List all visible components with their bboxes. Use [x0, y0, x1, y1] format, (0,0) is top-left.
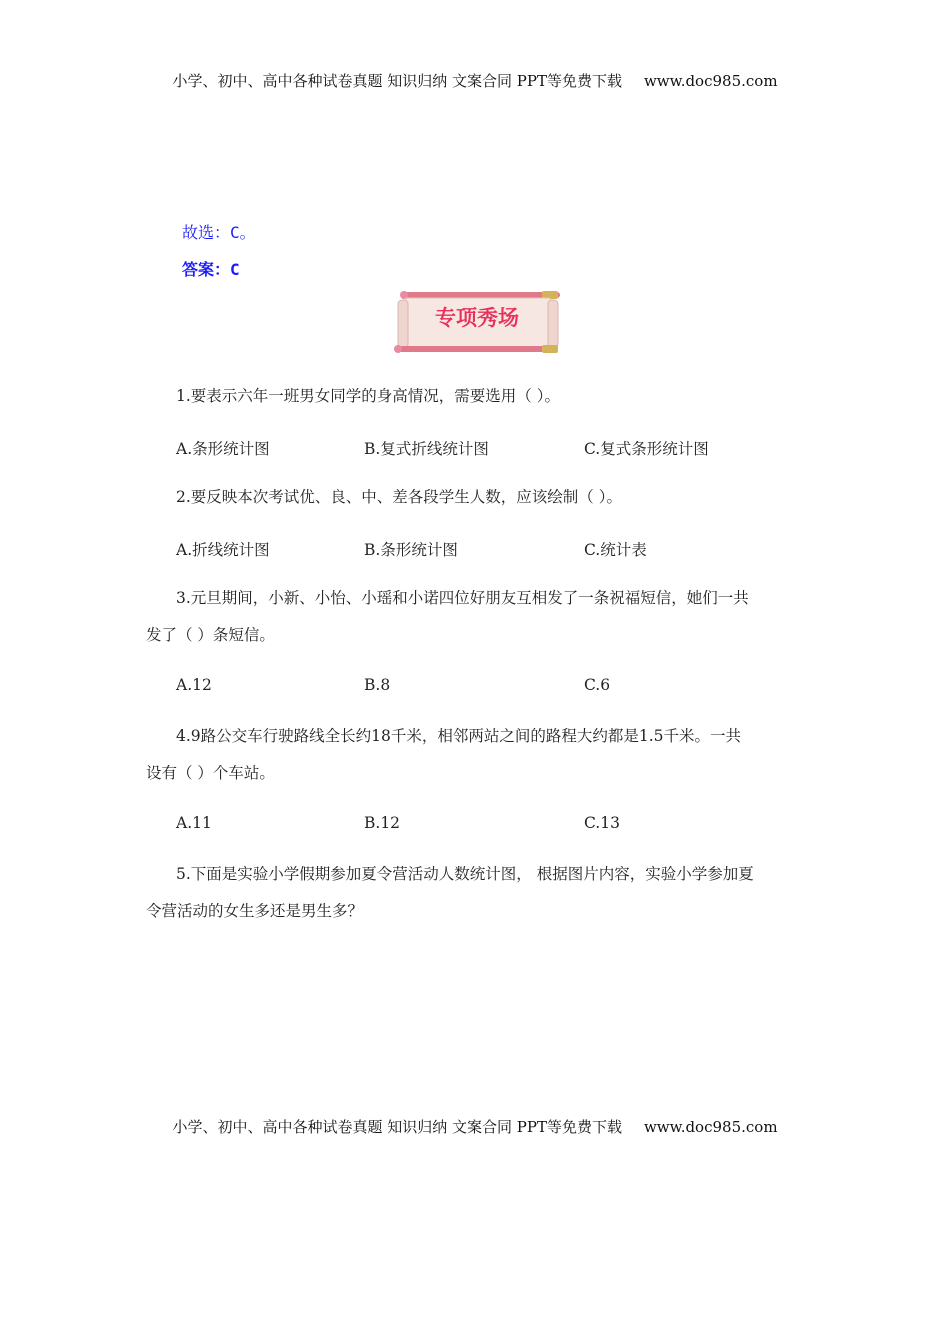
- q2-option-a: A.折线统计图: [176, 541, 270, 559]
- q1-option-a: A.条形统计图: [176, 440, 270, 458]
- q2-option-b: B.条形统计图: [364, 541, 458, 559]
- q4-option-b: B.12: [364, 814, 401, 832]
- section-banner: [392, 290, 562, 356]
- footer-text: 小学、初中、高中各种试卷真题 知识归纳 文案合同 PPT等免费下载: [172, 1118, 622, 1136]
- q3-option-b: B.8: [364, 676, 391, 694]
- question-4-line-2: 设有（ ）个车站。: [146, 764, 275, 782]
- page-header: [0, 70, 950, 91]
- banner-title: 专项秀场: [435, 306, 519, 330]
- question-3-line-2: 发了（ ）条短信。: [146, 626, 275, 644]
- question-1: 1.要表示六年一班男女同学的身高情况，需要选用（ ）。: [176, 387, 560, 405]
- header-site: www.doc985.com: [643, 72, 778, 90]
- q4-option-c: C.13: [584, 814, 620, 832]
- q2-option-c: C.统计表: [584, 541, 647, 559]
- footer-site: www.doc985.com: [643, 1118, 778, 1136]
- q1-option-c: C.复式条形统计图: [584, 440, 709, 458]
- q4-option-a: A.11: [176, 814, 212, 832]
- answer-choice-line: 故选：C。: [182, 223, 256, 242]
- q3-option-c: C.6: [584, 676, 611, 694]
- q3-option-a: A.12: [176, 676, 212, 694]
- page-footer: [0, 1116, 950, 1137]
- question-5-line-2: 令营活动的女生多还是男生多？: [146, 902, 364, 920]
- question-2: 2.要反映本次考试优、良、中、差各段学生人数，应该绘制（ ）。: [176, 488, 622, 506]
- answer-line: 答案：C: [182, 260, 240, 279]
- header-text: 小学、初中、高中各种试卷真题 知识归纳 文案合同 PPT等免费下载: [172, 72, 622, 90]
- question-5-line-1: 5.下面是实验小学假期参加夏令营活动人数统计图， 根据图片内容，实验小学参加夏: [176, 865, 754, 883]
- question-4-line-1: 4.9路公交车行驶路线全长约18千米，相邻两站之间的路程大约都是1.5千米。一共: [176, 727, 742, 745]
- question-3-line-1: 3.元旦期间，小新、小怡、小瑶和小诺四位好朋友互相发了一条祝福短信，她们一共: [176, 589, 749, 607]
- q1-option-b: B.复式折线统计图: [364, 440, 489, 458]
